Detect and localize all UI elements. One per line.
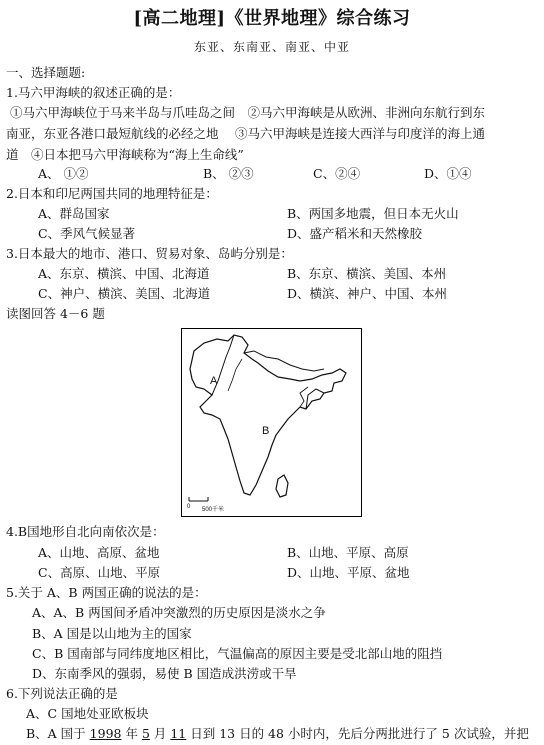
question-4-option-d: D、山地、平原、盆地 [287,565,410,580]
question-1-option-d: D、①④ [424,166,472,181]
question-5-stem: 5.关于 A、B 两国正确的说法的是： [6,585,207,600]
map-coastline [190,335,346,495]
south-asia-map [181,328,362,517]
map-label-a: A [210,375,218,387]
page-title: [高二地理]《世界地理》综合练习 [133,8,411,29]
map-scale-label: 500千米 [202,507,225,513]
question-4-option-b: B、山地、平原、高原 [287,545,409,560]
question-2-option-a: A、群岛国家 [38,206,110,221]
question-4-option-c: C、高原、山地、平原 [38,565,161,580]
option-b-sep-1: 年 [121,726,142,741]
map-read-prompt: 读图回答 4－6 题 [6,306,105,321]
question-1-statement-line-2: 南亚，东亚各港口最短航线的必经之地 ③马六甲海峡是连接大西洋与印度洋的海上通 [6,126,485,141]
question-4-stem: 4.B国地形自北向南依次是： [6,524,165,539]
question-3-option-d: D、横滨、神户、中国、本州 [287,286,448,301]
question-3-option-b: B、东京、横滨、美国、本州 [287,266,447,281]
question-1-option-c: C、②④ [313,166,361,181]
question-3-option-c: C、神户、横滨、美国、北海道 [38,286,211,301]
question-2-option-b: B、两国多地震，但日本无火山 [287,206,459,221]
map-scale-zero: 0 [187,504,191,510]
question-2-option-c: C、季风气候显著 [38,226,136,241]
question-6-stem: 6.下列说法正确的是 [6,686,118,701]
page-subtitle: 东亚、东南亚、南亚、中亚 [193,40,350,54]
option-b-year: 1998 [89,726,122,741]
question-6-option-a: A、C 国地处亚欧板块 [26,706,149,721]
question-1-statement-line-3: 道 ④日本把马六甲海峡称为“海上生命线” [6,147,244,162]
option-b-sep-2: 月 [149,726,171,741]
question-2-option-d: D、盛产稻米和天然橡胶 [287,226,423,241]
question-5-option-b: B、A 国是以山地为主的国家 [32,626,192,641]
question-4-option-a: A、山地、高原、盆地 [38,545,160,560]
option-b-suffix: 日到 13 日的 48 小时内，先后分两批进行了 5 次试验，并把 [186,726,529,741]
map-river [228,359,242,391]
question-5-option-d: D、东南季风的强弱，易使 B 国造成洪涝或干旱 [32,666,297,681]
option-b-prefix: B、A 国于 [26,726,90,741]
option-b-day: 11 [170,726,187,741]
option-b-month: 5 [141,726,150,741]
question-5-option-a: A、A、B 两国间矛盾冲突激烈的历史原因是淡水之争 [32,605,326,620]
question-5-option-c: C、B 国南部与同纬度地区相比，气温偏高的原因主要是受北部山地的阻挡 [32,646,443,661]
question-3-stem: 3.日本最大的地市、港口、贸易对象、岛屿分别是： [6,246,293,261]
question-6-option-b [26,724,529,742]
map-island [276,475,288,497]
question-1-stem: 1.马六甲海峡的叙述正确的是： [6,85,181,100]
section-heading: 一、选择题题: [6,65,86,80]
question-1-option-b: B、 ②③ [203,166,254,181]
map-label-b: B [262,425,270,437]
question-1-statement-line-1: ①马六甲海峡位于马来半岛与爪哇岛之间 ②马六甲海峡是从欧洲、非洲向东航行到东 [10,105,486,120]
question-1-option-a: A、 ①② [38,166,89,181]
south-asia-map-drawing [182,329,361,516]
question-2-stem: 2.日本和印尼两国共同的地理特征是： [6,186,218,201]
question-3-option-a: A、东京、横滨、中国、北海道 [38,266,210,281]
